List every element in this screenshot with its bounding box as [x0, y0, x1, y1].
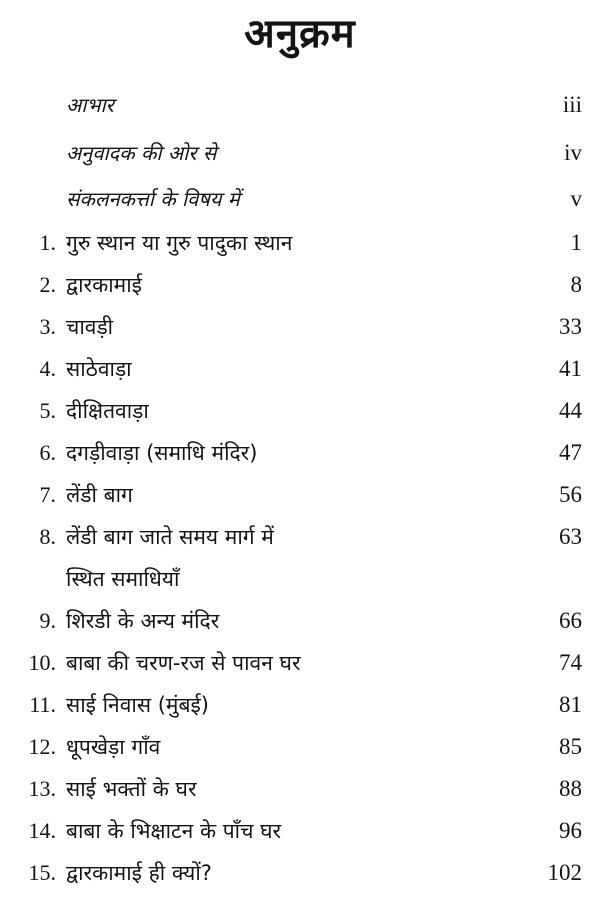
toc-entry-title: साठेवाड़ा: [66, 357, 132, 381]
toc-entry-page: 88: [559, 776, 582, 801]
toc-entry-number: 6.: [39, 440, 56, 465]
toc-entry-number: 8.: [39, 524, 56, 549]
toc-chapter-entry: [0, 852, 600, 894]
toc-entry-number: 12.: [28, 734, 56, 759]
toc-entry-number: 13.: [28, 776, 56, 801]
toc-entry-page: 63: [559, 524, 582, 549]
toc-entry-number: 10.: [28, 650, 56, 675]
toc-entry-title: दीक्षितवाड़ा: [66, 399, 149, 423]
toc-entry-title: संकलनकर्त्ता के विषय में: [66, 187, 240, 211]
toc-chapter-entry: [0, 390, 600, 432]
toc-entry-page: 8: [570, 272, 582, 297]
toc-entry-page: 96: [559, 818, 582, 843]
toc-chapter-entry: [0, 222, 600, 264]
toc-entry-title: द्वारकामाई ही क्यों?: [66, 861, 212, 885]
toc-entry-title: चावड़ी: [66, 315, 114, 339]
toc-entry-number: 1.: [39, 230, 56, 255]
toc-entry-number: 15.: [28, 860, 56, 885]
toc-chapter-entry: [0, 432, 600, 474]
toc-entry-title: बाबा के भिक्षाटन के पाँच घर: [66, 819, 282, 843]
toc-entry-title: धूपखेड़ा गाँव: [66, 735, 161, 759]
toc-entry-number: 7.: [39, 482, 56, 507]
toc-chapter-entry: [0, 768, 600, 810]
toc-entry-title: साई निवास (मुंबई): [66, 693, 209, 717]
toc-entry-title: आभार: [66, 93, 114, 117]
toc-chapter-entry: [0, 474, 600, 516]
toc-entry-page: iv: [564, 140, 582, 165]
toc-chapter-entry: [0, 348, 600, 390]
toc-chapter-entry: [0, 264, 600, 306]
toc-entry-page: 74: [559, 650, 582, 675]
page-title: अनुक्रम: [244, 11, 356, 57]
toc-entry-page: 56: [559, 482, 582, 507]
toc-entry-title: शिरडी के अन्य मंदिर: [66, 609, 220, 633]
toc-entry-title: लेंडी बाग: [66, 483, 133, 507]
toc-front-matter-entry: [0, 178, 600, 220]
toc-entry-page: 1: [570, 230, 582, 255]
toc-list: [0, 84, 600, 885]
toc-entry-number: 3.: [39, 314, 56, 339]
toc-entry-page: 33: [559, 314, 582, 339]
toc-entry-page: iii: [562, 92, 582, 117]
toc-entry-number: 5.: [39, 398, 56, 423]
toc-entry-page: 47: [559, 440, 582, 465]
toc-entry-page: 81: [559, 692, 582, 717]
toc-entry-number: 4.: [39, 356, 56, 381]
toc-entry-page: 85: [559, 734, 582, 759]
toc-chapter-entry: [0, 684, 600, 726]
toc-entry-title: द्वारकामाई: [66, 273, 142, 297]
toc-entry-page: 102: [547, 860, 582, 885]
toc-entry-number: 11.: [29, 692, 56, 717]
toc-entry-title-line-2: स्थित समाधियाँ: [66, 567, 180, 591]
toc-chapter-entry: [0, 600, 600, 642]
toc-chapter-entry: [0, 810, 600, 852]
toc-entry-title: गुरु स्थान या गुरु पादुका स्थान: [66, 231, 293, 255]
toc-chapter-entry: [0, 306, 600, 348]
toc-entry-page: 41: [559, 356, 582, 381]
toc-entry-number: 9.: [39, 608, 56, 633]
toc-entry-page: v: [570, 186, 582, 211]
toc-entry-number: 14.: [28, 818, 56, 843]
toc-entry-title: अनुवादक की ओर से: [66, 141, 217, 165]
toc-chapter-entry: [0, 642, 600, 684]
toc-entry-page: 66: [559, 608, 582, 633]
toc-entry-title: साई भक्तों के घर: [66, 777, 197, 801]
toc-entry-number: 2.: [39, 272, 56, 297]
toc-entry-title: दगड़ीवाड़ा (समाधि मंदिर): [66, 441, 258, 465]
toc-entry-title: बाबा की चरण-रज से पावन घर: [66, 651, 301, 675]
toc-chapter-entry: [0, 726, 600, 768]
toc-entry-title: [66, 516, 506, 600]
toc-chapter-entry: [0, 516, 600, 600]
toc-front-matter-entry: [0, 84, 600, 126]
toc-front-matter-entry: [0, 132, 600, 174]
toc-entry-title-line-1: लेंडी बाग जाते समय मार्ग में: [66, 525, 274, 549]
toc-entry-page: 44: [559, 398, 582, 423]
